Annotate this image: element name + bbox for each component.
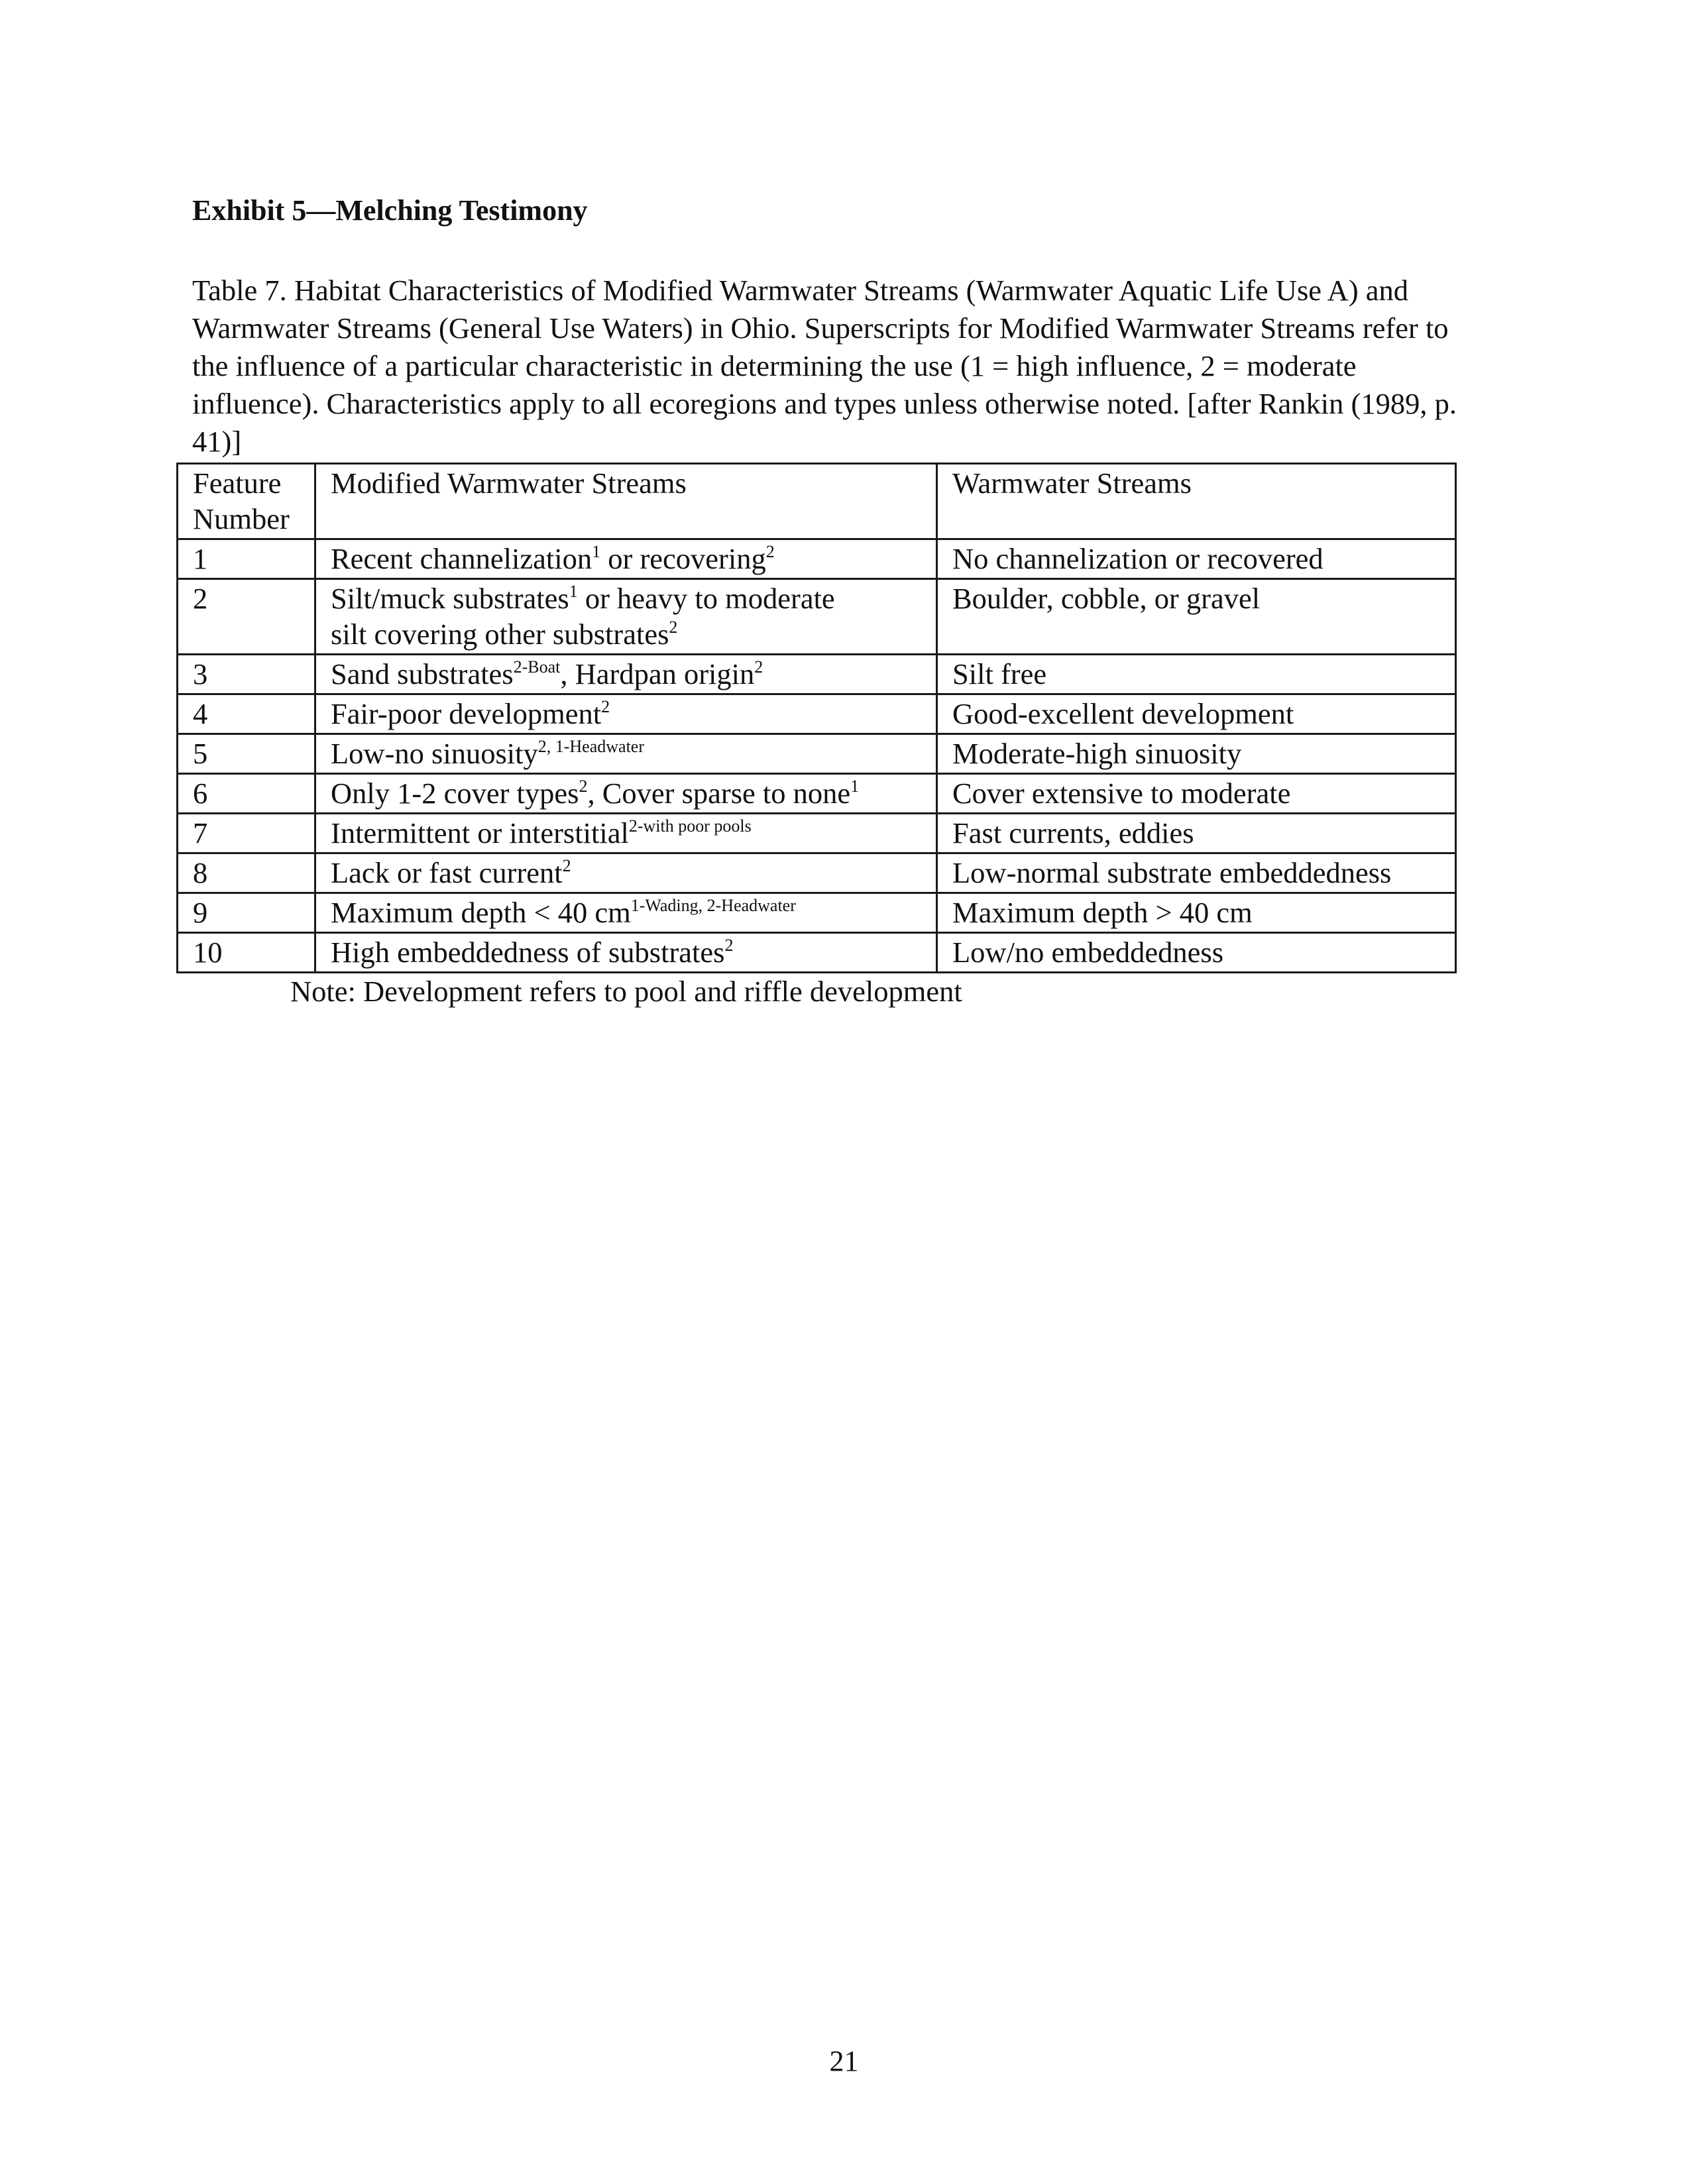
influence-superscript: 1 [592,542,601,561]
table-row [178,539,1456,579]
influence-superscript: 2, 1-Headwater [537,737,645,756]
warmwater-streams-cell: Good-excellent development [937,694,1456,734]
characteristic-text: , Cover sparse to none [587,777,851,810]
page-number: 21 [829,2045,859,2077]
characteristic-text: silt covering other substrates [331,618,669,651]
modified-streams-cell [315,655,937,694]
habitat-table [176,463,1457,973]
modified-streams-cell [315,694,937,734]
influence-superscript: 2-with poor pools [628,816,752,836]
characteristic-text: Silt/muck substrates [331,582,569,615]
table-caption: Table 7. Habitat Characteristics of Modified Warmwater Streams (Warmwater Aquatic Life Use A) and Warmwater Streams (General Use Waters) in Ohio. Superscripts for Modified Warmwater Streams refer to the influence of a particular characteristic in determining the use (1 = high influence, 2 = moderate influence). Characteristics apply to all ecoregions and types unless otherwise noted. [after Rankin (1989, p. 41)] [192,274,1457,458]
modified-streams-cell [315,539,937,579]
table-row [178,579,1456,655]
exhibit-heading: Exhibit 5—Melching Testimony [192,194,588,227]
influence-superscript: 2-Boat [513,657,561,677]
feature-number-cell: 1 [178,539,315,579]
table-row [178,734,1456,774]
warmwater-streams-cell: Fast currents, eddies [937,814,1456,853]
characteristic-text: Low-no sinuosity [331,737,538,770]
influence-superscript: 2 [765,542,775,561]
modified-streams-cell [315,814,937,853]
feature-number-cell: 4 [178,694,315,734]
characteristic-text: Recent channelization [331,542,592,575]
characteristic-text: Fair-poor development [331,697,602,730]
header-feature-line2: Number [193,502,290,535]
influence-superscript: 2 [562,856,571,875]
table-row [178,893,1456,933]
table-row [178,774,1456,814]
warmwater-streams-cell: Maximum depth > 40 cm [937,893,1456,933]
header-feature-number [178,464,315,539]
warmwater-streams-cell: Boulder, cobble, or gravel [937,579,1456,655]
feature-number-cell: 10 [178,933,315,973]
header-feature-line1: Feature [193,466,282,500]
characteristic-text: Lack or fast current [331,856,563,889]
feature-number-cell: 7 [178,814,315,853]
influence-superscript: 1 [850,777,860,796]
characteristic-text: Only 1-2 cover types [331,777,579,810]
modified-streams-cell [315,933,937,973]
warmwater-streams-cell: Moderate-high sinuosity [937,734,1456,774]
table-row [178,853,1456,893]
characteristic-text: , Hardpan origin [560,657,755,690]
feature-number-cell: 6 [178,774,315,814]
feature-number-cell: 3 [178,655,315,694]
characteristic-text: or heavy to moderate [577,582,835,615]
modified-streams-cell [315,734,937,774]
feature-number-cell: 2 [178,579,315,655]
modified-streams-cell [315,579,937,655]
table-row [178,814,1456,853]
table-row [178,694,1456,734]
header-warmwater-streams: Warmwater Streams [937,464,1456,539]
influence-superscript: 2 [724,936,734,955]
modified-streams-cell [315,893,937,933]
warmwater-streams-cell: Low-normal substrate embeddedness [937,853,1456,893]
table-header-row [178,464,1456,539]
influence-superscript: 1-Wading, 2-Headwater [630,896,796,915]
influence-superscript: 2 [601,697,610,716]
table-row [178,933,1456,973]
table-note: Note: Development refers to pool and riffle development [290,975,962,1008]
warmwater-streams-cell: Cover extensive to moderate [937,774,1456,814]
header-modified-streams: Modified Warmwater Streams [315,464,937,539]
characteristic-text: High embeddedness of substrates [331,936,725,969]
influence-superscript: 2 [754,657,763,677]
influence-superscript: 2 [669,618,678,637]
feature-number-cell: 8 [178,853,315,893]
influence-superscript: 1 [569,582,578,601]
feature-number-cell: 5 [178,734,315,774]
warmwater-streams-cell: Silt free [937,655,1456,694]
warmwater-streams-cell: Low/no embeddedness [937,933,1456,973]
modified-streams-cell [315,774,937,814]
characteristic-text: Intermittent or interstitial [331,816,629,849]
feature-number-cell: 9 [178,893,315,933]
characteristic-text: Maximum depth < 40 cm [331,896,631,929]
characteristic-text: Sand substrates [331,657,514,690]
modified-streams-cell [315,853,937,893]
warmwater-streams-cell: No channelization or recovered [937,539,1456,579]
characteristic-text: or recovering [600,542,766,575]
influence-superscript: 2 [579,777,588,796]
table-row [178,655,1456,694]
